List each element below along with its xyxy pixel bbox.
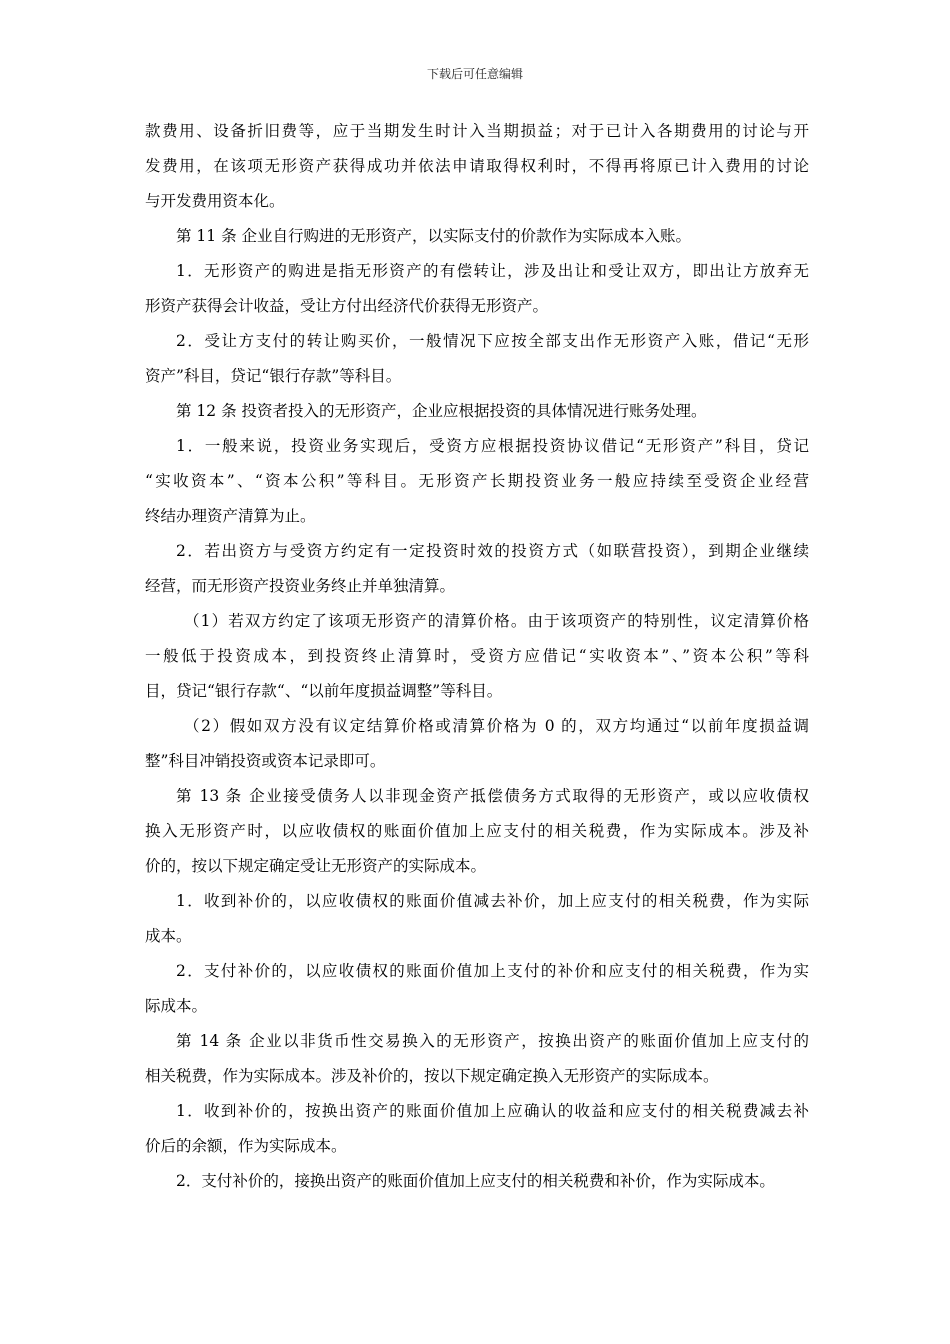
text-line: 价后的余额，作为实际成本。 (145, 1137, 347, 1155)
text-line: 2．受让方支付的转让购买价，一般情况下应按全部支出作无形资产入账，借记“无形 (176, 332, 809, 350)
text-line: 一般低于投资成本，到投资终止清算时，受资方应借记“实收资本”、”资本公积”等科 (145, 647, 809, 665)
page-header: 下载后可任意编辑 (426, 67, 523, 81)
text-line: 成本。 (145, 927, 192, 945)
text-line: 2．支付补价的，以应收债权的账面价值加上支付的补价和应支付的相关税费，作为实 (176, 962, 809, 980)
text-line: 款费用、设备折旧费等，应于当期发生时计入当期损益；对于已计入各期费用的讨论与开 (145, 122, 809, 140)
text-line: 际成本。 (145, 997, 208, 1015)
text-line: 目，贷记“银行存款“、“以前年度损益调整”等科目。 (145, 682, 503, 700)
text-line: （2）假如双方没有议定结算价格或清算价格为 0 的，双方均通过“以前年度损益调 (184, 717, 809, 735)
text-line: （1）若双方约定了该项无形资产的清算价格。由于该项资产的特别性，议定清算价格 (184, 612, 809, 630)
text-line: 1．收到补价的，以应收债权的账面价值减去补价，加上应支付的相关税费，作为实际 (176, 892, 809, 910)
text-line: 1．一般来说，投资业务实现后，受资方应根据投资协议借记“无形资产”科目，贷记 (176, 437, 809, 455)
text-line: 形资产获得会计收益，受让方付出经济代价获得无形资产。 (145, 297, 549, 315)
article-11-heading: 第 11 条 企业自行购进的无形资产，以实际支付的价款作为实际成本入账。 (176, 227, 692, 245)
text-line: 换入无形资产时，以应收债权的账面价值加上应支付的相关税费，作为实际成本。涉及补 (145, 822, 809, 840)
article-13-heading: 第 13 条 企业接受债务人以非现金资产抵偿债务方式取得的无形资产，或以应收债权 (176, 787, 809, 805)
text-line: 2．若出资方与受资方约定有一定投资时效的投资方式（如联营投资），到期企业继续 (176, 542, 809, 560)
document-body (145, 114, 809, 1199)
text-line: 资产”科目，贷记“银行存款”等科目。 (145, 367, 402, 385)
text-line: 经营，而无形资产投资业务终止并单独清算。 (145, 577, 456, 595)
text-line: 终结办理资产清算为止。 (145, 507, 316, 525)
text-line: 与开发费用资本化。 (145, 192, 285, 210)
text-line: 发费用，在该项无形资产获得成功并依法申请取得权利时，不得再将原已计入费用的讨论 (145, 157, 809, 175)
text-line: 价的，按以下规定确定受让无形资产的实际成本。 (145, 857, 487, 875)
text-line: 整”科目冲销投资或资本记录即可。 (145, 752, 386, 770)
article-14-heading: 第 14 条 企业以非货币性交易换入的无形资产，按换出资产的账面价值加上应支付的 (176, 1032, 809, 1050)
text-line: 1．收到补价的，按换出资产的账面价值加上应确认的收益和应支付的相关税费减去补 (176, 1102, 809, 1120)
text-line: 1．无形资产的购进是指无形资产的有偿转让，涉及出让和受让双方，即出让方放弃无 (176, 262, 809, 280)
text-line: 相关税费，作为实际成本。涉及补价的，按以下规定确定换入无形资产的实际成本。 (145, 1067, 719, 1085)
text-line: “实收资本”、“资本公积”等科目。无形资产长期投资业务一般应持续至受资企业经营 (145, 472, 809, 490)
text-line: 2．支付补价的，接换出资产的账面价值加上应支付的相关税费和补价，作为实际成本。 (176, 1172, 775, 1190)
article-12-heading: 第 12 条 投资者投入的无形资产，企业应根据投资的具体情况进行账务处理。 (176, 402, 707, 420)
